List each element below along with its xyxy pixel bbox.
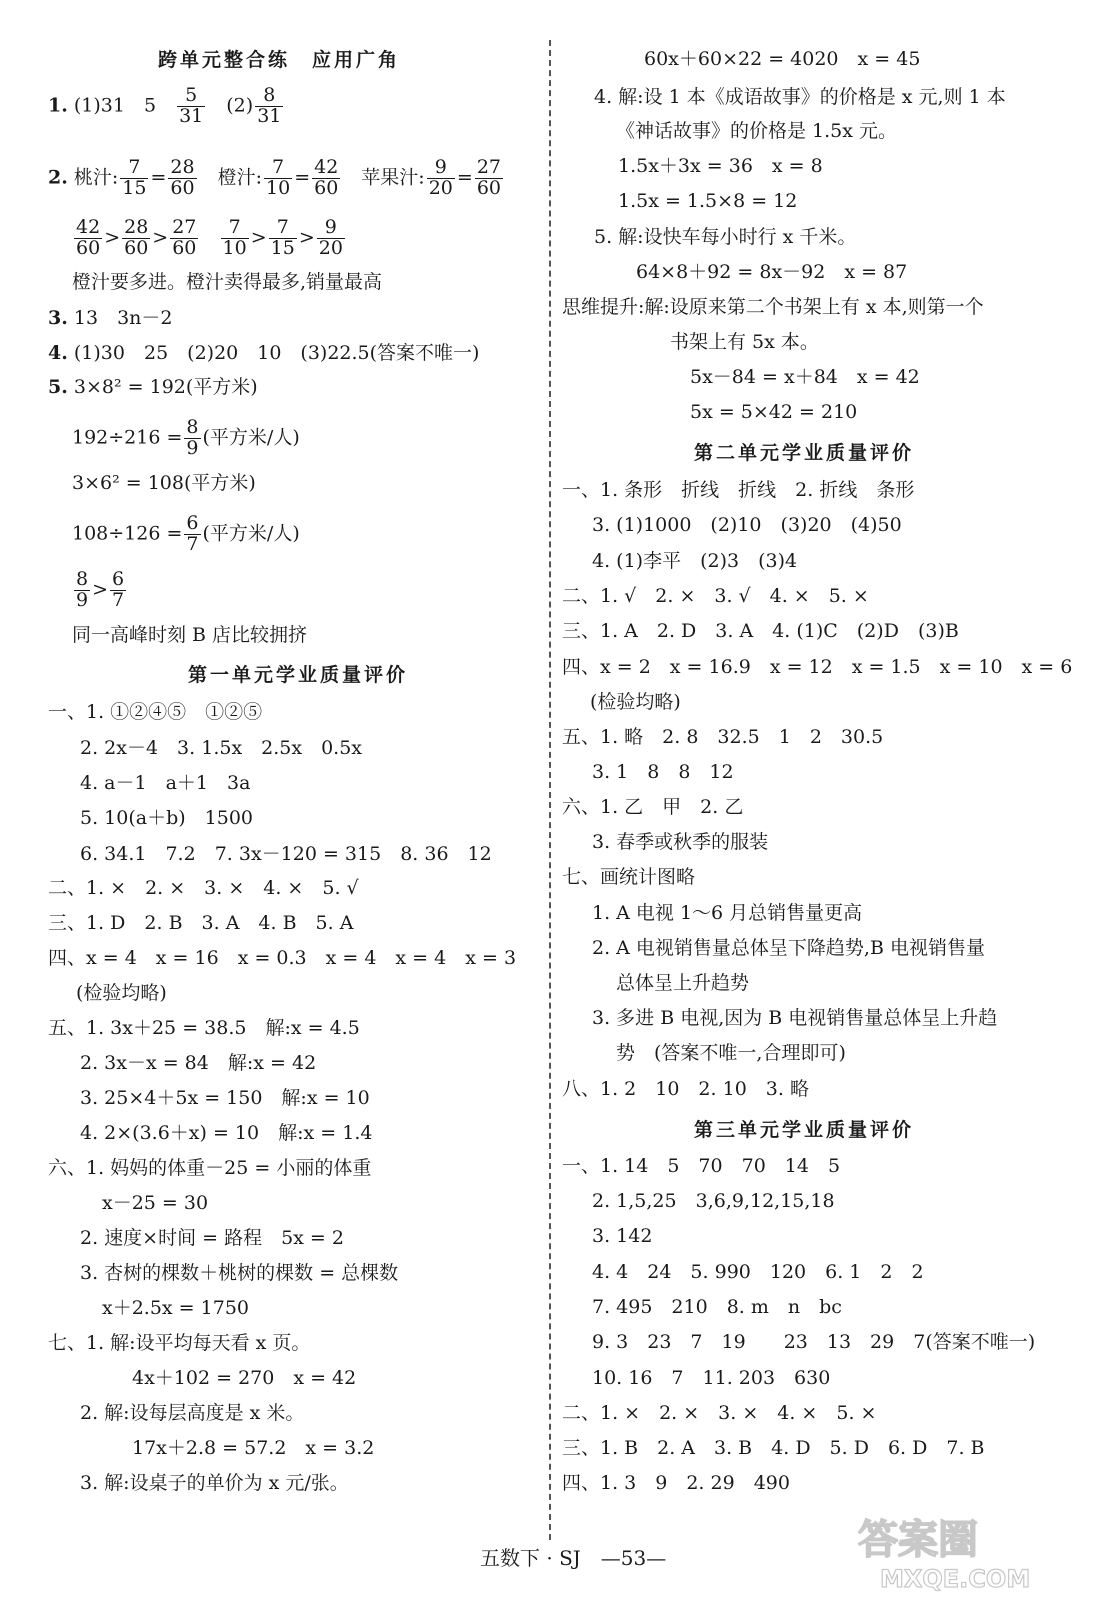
right-line: 60x＋60×22 = 4020 x = 45 <box>644 48 921 70</box>
right-line: 《神话故事》的价格是 1.5x 元。 <box>616 120 898 142</box>
unit2-line: 4. (1)李平 (2)3 (3)4 <box>592 550 798 572</box>
unit2-line: 势 (答案不唯一,合理即可) <box>616 1042 846 1064</box>
unit1-line: 七、1. 解:设平均每天看 x 页。 <box>48 1332 311 1354</box>
answer-q1: 1. (1)31 5 $\frac{5}{31}$ (2) $\frac{8}{31}$ <box>48 84 282 127</box>
unit2-line: (检验均略) <box>590 691 681 713</box>
unit1-line: 五、1. 3x＋25 = 38.5 解:x = 4.5 <box>48 1017 360 1039</box>
unit2-line: 3. 1 8 8 12 <box>592 761 734 783</box>
unit1-line: 3. 25×4＋5x = 150 解:x = 10 <box>80 1087 370 1109</box>
unit1-line: 3. 解:设桌子的单价为 x 元/张。 <box>80 1472 349 1494</box>
answer-q5-step4: 108÷126 = $\frac{6}{7}$ (平方米/人) <box>72 512 300 555</box>
unit2-line: 二、1. √ 2. × 3. √ 4. × 5. × <box>562 585 869 607</box>
unit2-line: 三、1. A 2. D 3. A 4. (1)C (2)D (3)B <box>562 620 959 642</box>
unit2-line: 五、1. 略 2. 8 32.5 1 2 30.5 <box>562 726 884 748</box>
unit3-line: 4. 4 24 5. 990 120 6. 1 2 2 <box>592 1261 924 1283</box>
section-title-unit2: 第二单元学业质量评价 <box>694 442 915 464</box>
unit1-line: 2. 解:设每层高度是 x 米。 <box>80 1402 305 1424</box>
unit3-line: 7. 495 210 8. m n bc <box>592 1296 842 1318</box>
section-title-unit1: 第一单元学业质量评价 <box>188 664 409 686</box>
unit2-line: 总体呈上升趋势 <box>616 972 750 994</box>
right-line: 5x－84 = x＋84 x = 42 <box>690 366 920 388</box>
unit1-line: 17x＋2.8 = 57.2 x = 3.2 <box>132 1437 375 1459</box>
answer-q5-conclusion: 同一高峰时刻 B 店比较拥挤 <box>72 624 308 646</box>
unit3-line: 3. 142 <box>592 1225 653 1247</box>
right-line: 5x = 5×42 = 210 <box>690 401 858 423</box>
unit2-line: 3. 多进 B 电视,因为 B 电视销售量总体呈上升趋 <box>592 1007 998 1029</box>
column-divider <box>549 40 551 1540</box>
unit2-line: 八、1. 2 10 2. 10 3. 略 <box>562 1078 809 1100</box>
unit1-line: x－25 = 30 <box>102 1192 209 1214</box>
unit1-line: 六、1. 妈妈的体重－25 = 小丽的体重 <box>48 1157 372 1179</box>
section-title-unit3: 第三单元学业质量评价 <box>694 1119 915 1141</box>
right-line: 思维提升:解:设原来第二个书架上有 x 本,则第一个 <box>562 296 984 318</box>
answer-q2-compare: $\frac{42}{60}$ > $\frac{28}{60}$ > $\frac{27}{60}$ $\frac{7}{10}$ > $\frac{7}{15}$ > $\frac{9}{20}$ <box>76 216 343 259</box>
answer-q3: 3. 13 3n－2 <box>48 307 173 329</box>
answer-q2: 2. 桃汁: $\frac{7}{15}$ = $\frac{28}{60}$ 橙汁: $\frac{7}{10}$ = $\frac{42}{60}$ 苹果汁: $\frac{9}{20}$ = $\frac{27}{60}$ <box>48 156 501 199</box>
unit2-line: 一、1. 条形 折线 折线 2. 折线 条形 <box>562 479 915 501</box>
right-line: 5. 解:设快车每小时行 x 千米。 <box>594 226 857 248</box>
answer-q5-step3: 3×6² = 108(平方米) <box>72 472 256 494</box>
unit3-line: 三、1. B 2. A 3. B 4. D 5. D 6. D 7. B <box>562 1437 985 1459</box>
unit2-line: 2. A 电视销售量总体呈下降趋势,B 电视销售量 <box>592 937 985 959</box>
page-footer: 五数下 · SJ —53— <box>480 1546 667 1570</box>
unit3-line: 2. 1,5,25 3,6,9,12,15,18 <box>592 1190 835 1212</box>
unit1-line: 三、1. D 2. B 3. A 4. B 5. A <box>48 912 354 934</box>
unit2-line: 3. (1)1000 (2)10 (3)20 (4)50 <box>592 514 902 536</box>
right-line: 书架上有 5x 本。 <box>670 331 819 353</box>
unit2-line: 四、x = 2 x = 16.9 x = 12 x = 1.5 x = 10 x = 6 <box>562 656 1073 678</box>
watermark-logo <box>850 1505 1085 1595</box>
unit2-line: 3. 春季或秋季的服装 <box>592 831 769 853</box>
unit1-line: 5. 10(a＋b) 1500 <box>80 807 254 829</box>
unit2-line: 六、1. 乙 甲 2. 乙 <box>562 796 744 818</box>
unit3-line: 二、1. × 2. × 3. × 4. × 5. × <box>562 1402 877 1424</box>
answer-q5-step2: 192÷216 = $\frac{8}{9}$ (平方米/人) <box>72 416 300 459</box>
right-line: 4. 解:设 1 本《成语故事》的价格是 x 元,则 1 本 <box>594 86 1006 108</box>
unit1-line: 2. 速度×时间 = 路程 5x = 2 <box>80 1227 344 1249</box>
unit1-line: 一、1. ①②④⑤ ①②⑤ <box>48 701 263 723</box>
unit1-line: 2. 3x－x = 84 解:x = 42 <box>80 1052 317 1074</box>
unit3-line: 10. 16 7 11. 203 630 <box>592 1367 831 1389</box>
unit3-line: 9. 3 23 7 19 23 13 29 7(答案不唯一) <box>592 1331 1036 1353</box>
unit1-line: x＋2.5x = 1750 <box>102 1297 249 1319</box>
answer-q5: 5. 3×8² = 192(平方米) <box>48 376 258 398</box>
answer-q2-conclusion: 橙汁要多进。橙汁卖得最多,销量最高 <box>72 271 383 293</box>
unit1-line: 2. 2x－4 3. 1.5x 2.5x 0.5x <box>80 737 363 759</box>
unit1-line: 二、1. × 2. × 3. × 4. × 5. √ <box>48 877 359 899</box>
unit1-line: (检验均略) <box>76 982 167 1004</box>
svg-text:答案圈: 答案圈 <box>858 1517 978 1563</box>
answer-q5-compare: $\frac{8}{9}$ > $\frac{6}{7}$ <box>76 568 125 611</box>
unit1-line: 6. 34.1 7.2 7. 3x－120 = 315 8. 36 12 <box>80 843 492 865</box>
unit2-line: 七、画统计图略 <box>562 866 696 888</box>
answer-q4: 4. (1)30 25 (2)20 10 (3)22.5(答案不唯一) <box>48 342 480 364</box>
unit2-line: 1. A 电视 1～6 月总销售量更高 <box>592 902 863 924</box>
right-line: 1.5x＋3x = 36 x = 8 <box>618 155 823 177</box>
unit1-line: 3. 杏树的棵数＋桃树的棵数 = 总棵数 <box>80 1262 399 1284</box>
unit1-line: 4. a－1 a＋1 3a <box>80 772 251 794</box>
unit3-line: 四、1. 3 9 2. 29 490 <box>562 1472 790 1494</box>
svg-text:MXQE.COM: MXQE.COM <box>880 1565 1031 1593</box>
right-line: 64×8＋92 = 8x－92 x = 87 <box>636 261 908 283</box>
unit1-line: 四、x = 4 x = 16 x = 0.3 x = 4 x = 4 x = 3 <box>48 947 517 969</box>
unit1-line: 4x＋102 = 270 x = 42 <box>132 1367 357 1389</box>
right-line: 1.5x = 1.5×8 = 12 <box>618 190 798 212</box>
unit3-line: 一、1. 14 5 70 70 14 5 <box>562 1155 841 1177</box>
section-title-cross-unit: 跨单元整合练 应用广角 <box>158 49 401 71</box>
unit1-line: 4. 2×(3.6＋x) = 10 解:x = 1.4 <box>80 1122 373 1144</box>
